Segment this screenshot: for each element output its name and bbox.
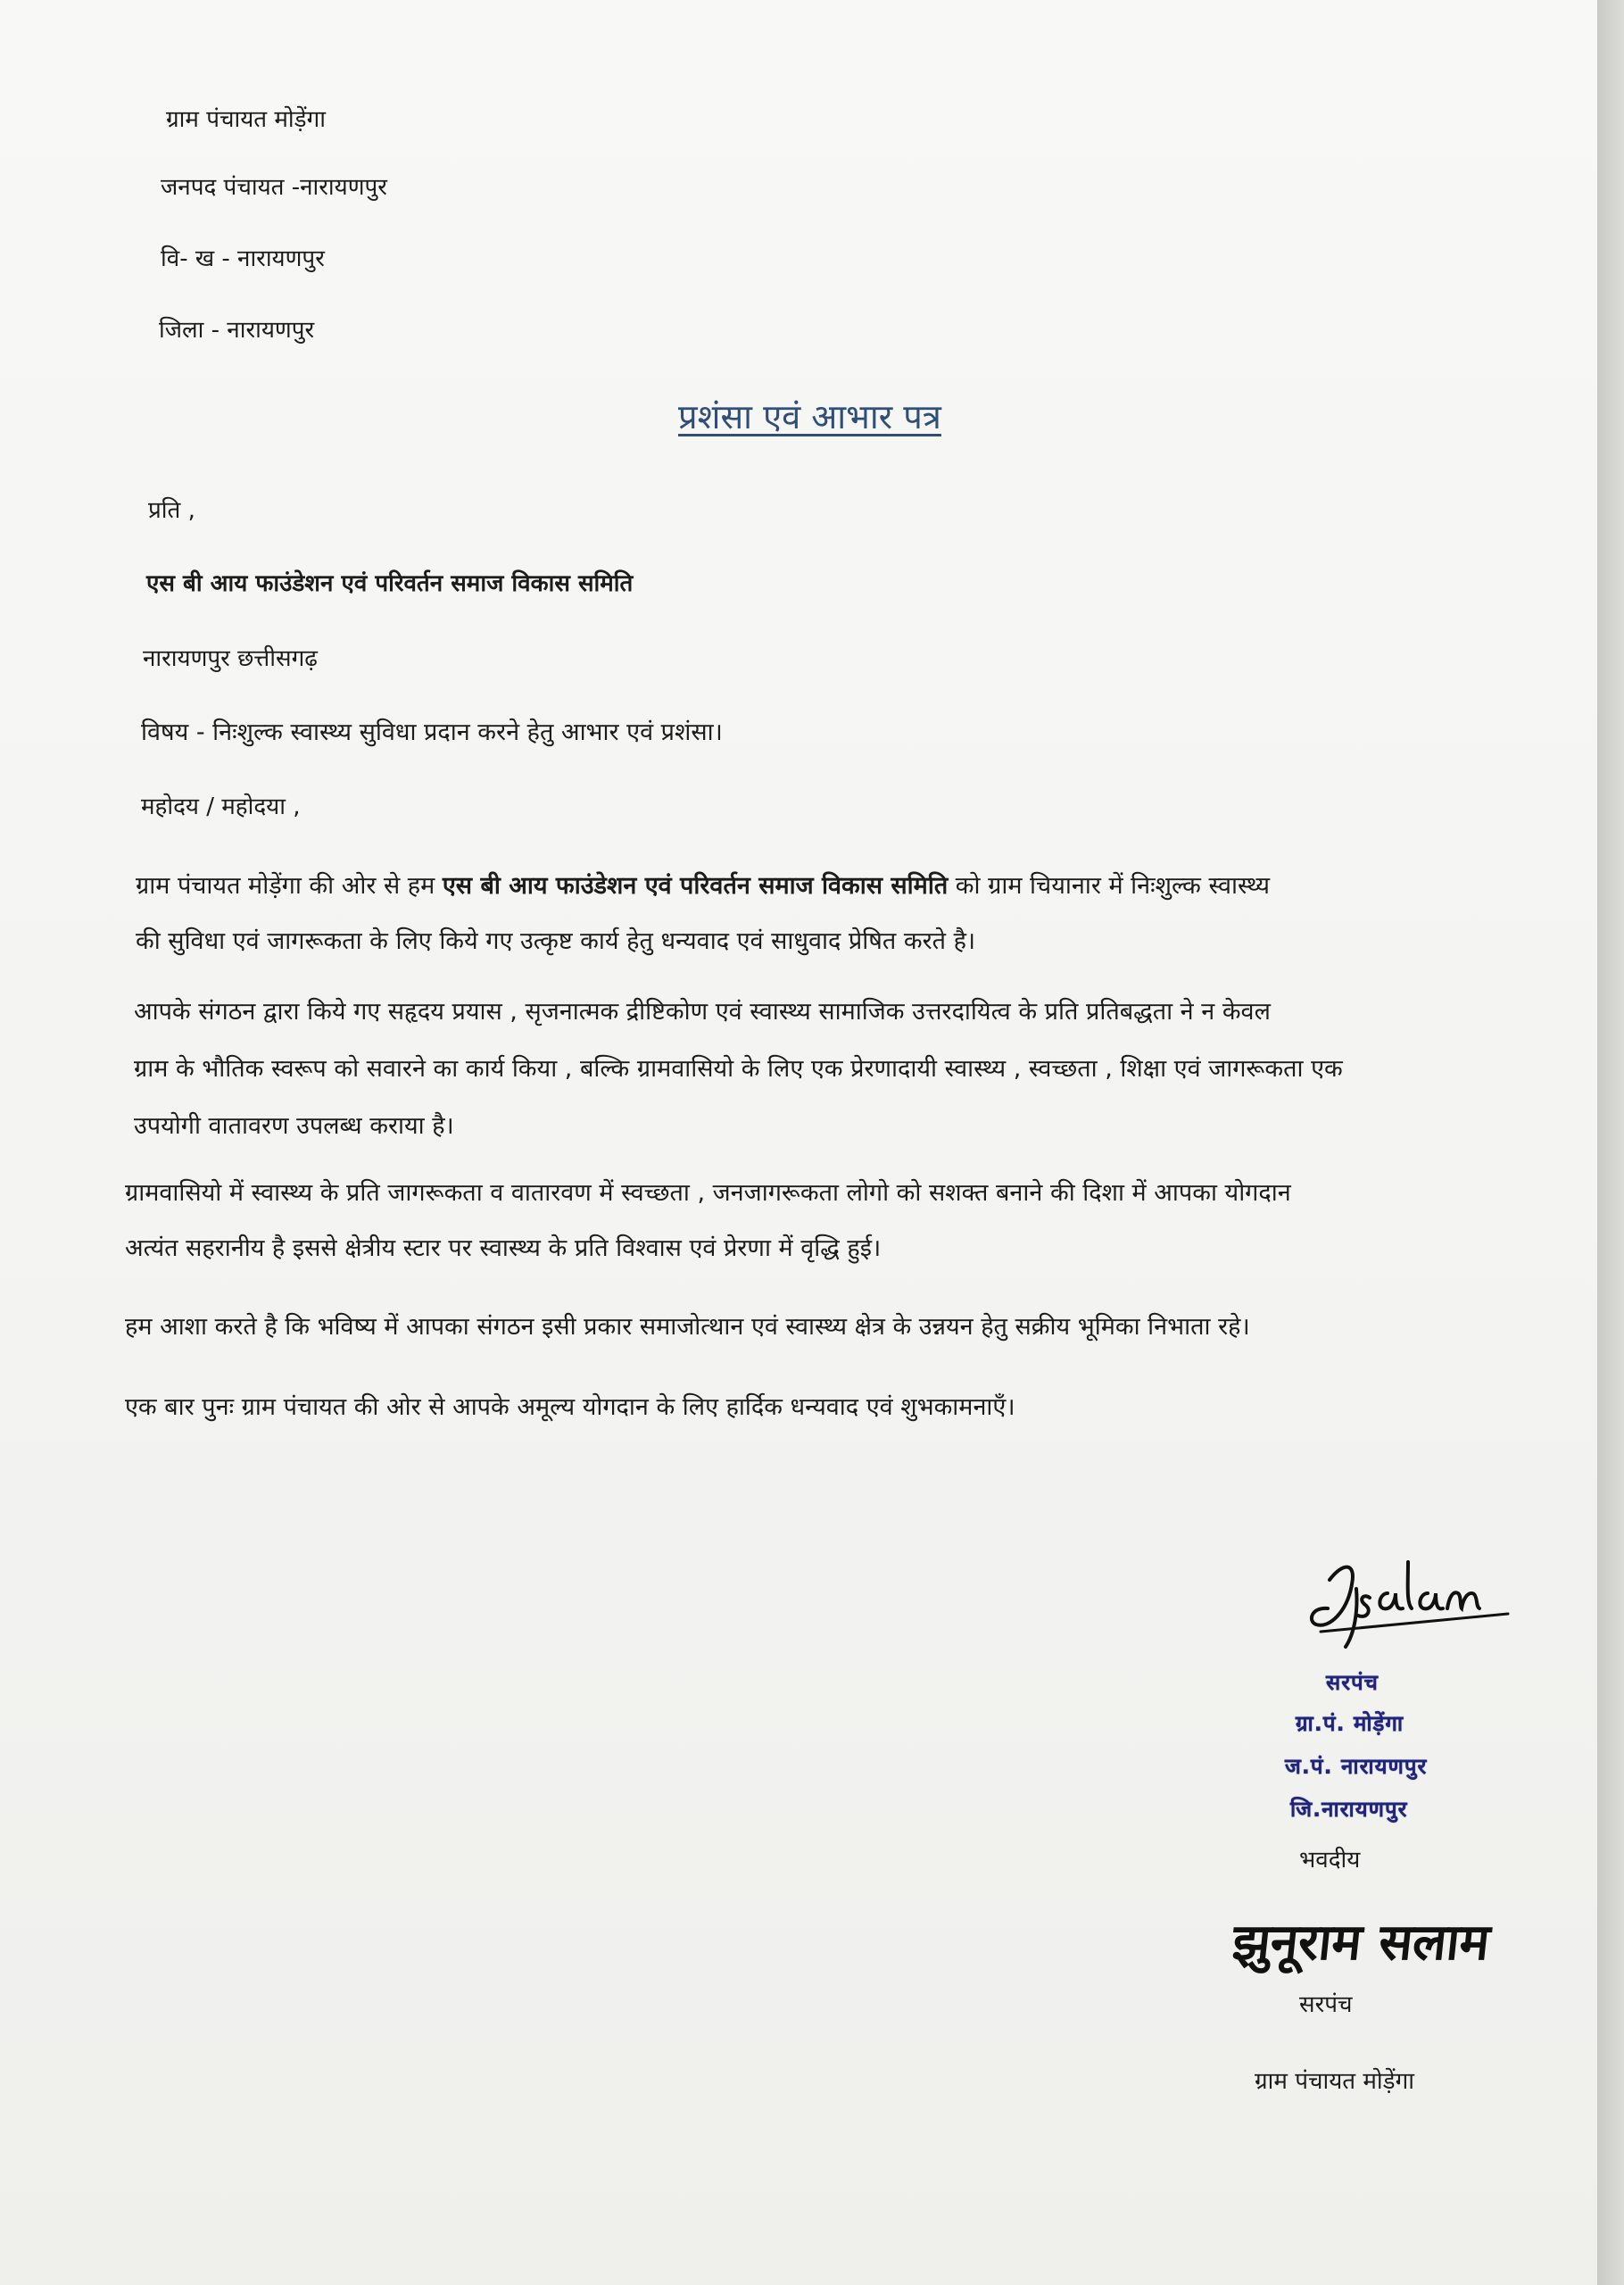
- stamp-line-4: जि.नारायणपुर: [1290, 1797, 1408, 1822]
- signatory-name: झुनूराम सलाम: [1230, 1913, 1493, 1972]
- paragraph-2: [134, 984, 1343, 1155]
- signatory-org: ग्राम पंचायत मोड़ेंगा: [1255, 2068, 1414, 2095]
- paragraph-3-line-1: ग्रामवासियो में स्वास्थ्य के प्रति जागरूकता व वातारवण में स्वच्छता , जनजागरूकता लोगो को सशक्त बनाने की दिशा में आपका योगदान: [125, 1179, 1291, 1207]
- paragraph-1-line-2: की सुविधा एवं जागरूकता के लिए किये गए उत्कृष्ट कार्य हेतु धन्यवाद एवं साधुवाद प्रेषित करते है।: [136, 927, 976, 955]
- paragraph-3-line-2: अत्यंत सहरानीय है इससे क्षेत्रीय स्टार पर स्वास्थ्य के प्रति विश्वास एवं प्रेरणा में वृद्धि हुई।: [125, 1234, 882, 1262]
- page-edge: [1597, 0, 1624, 2285]
- sender-line-4: जिला - नारायणपुर: [159, 317, 315, 344]
- recipient-location: नारायणपुर छत्तीसगढ़: [143, 645, 318, 672]
- sender-line-3: वि- ख - नारायणपुर: [161, 245, 325, 272]
- closing: भवदीय: [1299, 1847, 1361, 1874]
- designation: सरपंच: [1299, 1991, 1353, 2018]
- paragraph-1: [136, 859, 1270, 969]
- para1-text-a: ग्राम पंचायत मोड़ेंगा की ओर से हम: [136, 872, 443, 900]
- paragraph-1-line-1: [136, 859, 1270, 914]
- recipient-name: एस बी आय फाउंडेशन एवं परिवर्तन समाज विकास समिति: [146, 570, 634, 597]
- stamp-line-3: ज.पं. नारायणपुर: [1285, 1754, 1428, 1779]
- paragraph-2-line-1: आपके संगठन द्वारा किये गए सहृदय प्रयास , सृजनात्मक द्रीष्टिकोण एवं स्वास्थ्य सामाजिक उत्तरदायित्व के प्रति प्रतिबद्धता ने न केवल: [134, 998, 1271, 1026]
- sender-line-2: जनपद पंचायत -नारायणपुर: [161, 174, 387, 201]
- para1-org-name: एस बी आय फाउंडेशन एवं परिवर्तन समाज विकास समिति: [442, 872, 949, 900]
- recipient-to: प्रति ,: [148, 497, 195, 524]
- paragraph-3: [125, 1166, 1291, 1276]
- paragraph-2-line-3: उपयोगी वातावरण उपलब्ध कराया है।: [134, 1112, 454, 1140]
- paragraph-5: एक बार पुनः ग्राम पंचायत की ओर से आपके अमूल्य योगदान के लिए हार्दिक धन्यवाद एवं शुभकामनाएँ।: [125, 1393, 1015, 1421]
- greeting: महोदय / महोदया ,: [141, 794, 301, 820]
- para1-text-c: को ग्राम चियानार में निःशुल्क स्वास्थ्य: [948, 872, 1271, 900]
- letter-heading: प्रशंसा एवं आभार पत्र: [678, 397, 941, 436]
- paragraph-4: हम आशा करते है कि भविष्य में आपका संगठन इसी प्रकार समाजोत्थान एवं स्वास्थ्य क्षेत्र के उन्नयन हेतु सक्रीय भूमिका निभाता रहे।: [125, 1313, 1250, 1341]
- paragraph-2-line-2: ग्राम के भौतिक स्वरूप को सवारने का कार्य किया , बल्कि ग्रामवासियो के लिए एक प्रेरणादायी स्वास्थ्य , स्वच्छता , शिक्षा एवं जागरूकता एक: [134, 1055, 1343, 1083]
- signature-top: [1303, 1544, 1517, 1660]
- stamp-line-2: ग्रा.पं. मोड़ेंगा: [1296, 1711, 1404, 1736]
- subject-line: विषय - निःशुल्क स्वास्थ्य सुविधा प्रदान करने हेतु आभार एवं प्रशंसा।: [141, 719, 723, 746]
- stamp-line-1: सरपंच: [1326, 1670, 1379, 1695]
- sender-line-1: ग्राम पंचायत मोड़ेंगा: [166, 106, 326, 133]
